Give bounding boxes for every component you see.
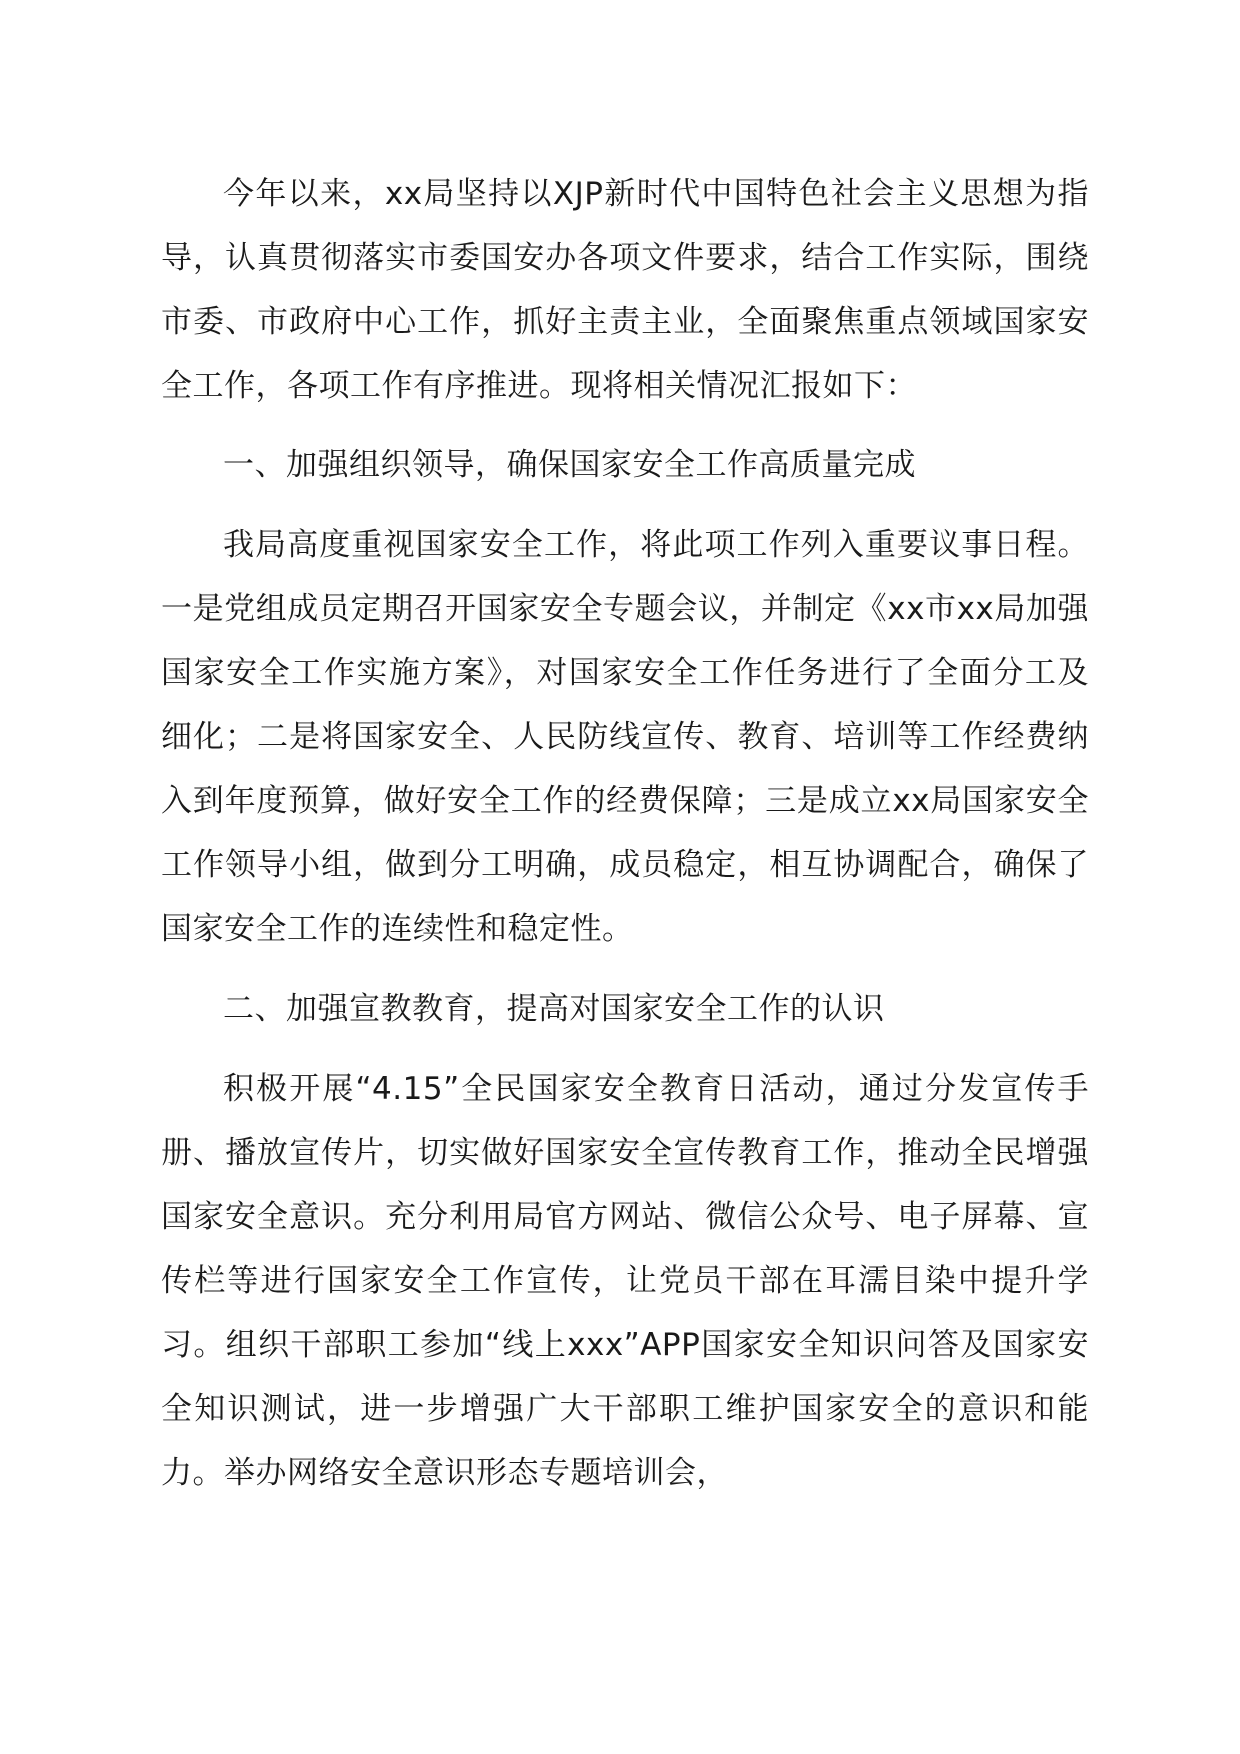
section-1-body: 我局高度重视国家安全工作，将此项工作列入重要议事日程。一是党组成员定期召开国家安全专题会议，并制定《xx市xx局加强国家安全工作实施方案》，对国家安全工作任务进行了全面分工及细化；二是将国家安全、人民防线宣传、教育、培训等工作经费纳入到年度预算，做好安全工作的经费保障；三是成立xx局国家安全工作领导小组，做到分工明确，成员稳定，相互协调配合，确保了国家安全工作的连续性和稳定性。 [161, 527, 1089, 947]
intro-paragraph: 今年以来，xx局坚持以XJP新时代中国特色社会主义思想为指导，认真贯彻落实市委国安办各项文件要求，结合工作实际，围绕市委、市政府中心工作，抓好主责主业，全面聚焦重点领域国家安全工作，各项工作有序推进。现将相关情况汇报如下： [161, 176, 1089, 404]
section-2-body: 积极开展“4.15”全民国家安全教育日活动，通过分发宣传手册、播放宣传片，切实做好国家安全宣传教育工作，推动全民增强国家安全意识。充分利用局官方网站、微信公众号、电子屏幕、宣传栏等进行国家安全工作宣传，让党员干部在耳濡目染中提升学习。组织干部职工参加“线上xxx”APP国家安全知识问答及国家安全知识测试，进一步增强广大干部职工维护国家安全的意识和能力。举办网络安全意识形态专题培训会， [161, 1071, 1089, 1491]
section-1-heading: 一、加强组织领导，确保国家安全工作高质量完成 [223, 447, 916, 483]
section-2-heading: 二、加强宣教教育，提高对国家安全工作的认识 [223, 991, 885, 1027]
document-page [161, 162, 1089, 1505]
